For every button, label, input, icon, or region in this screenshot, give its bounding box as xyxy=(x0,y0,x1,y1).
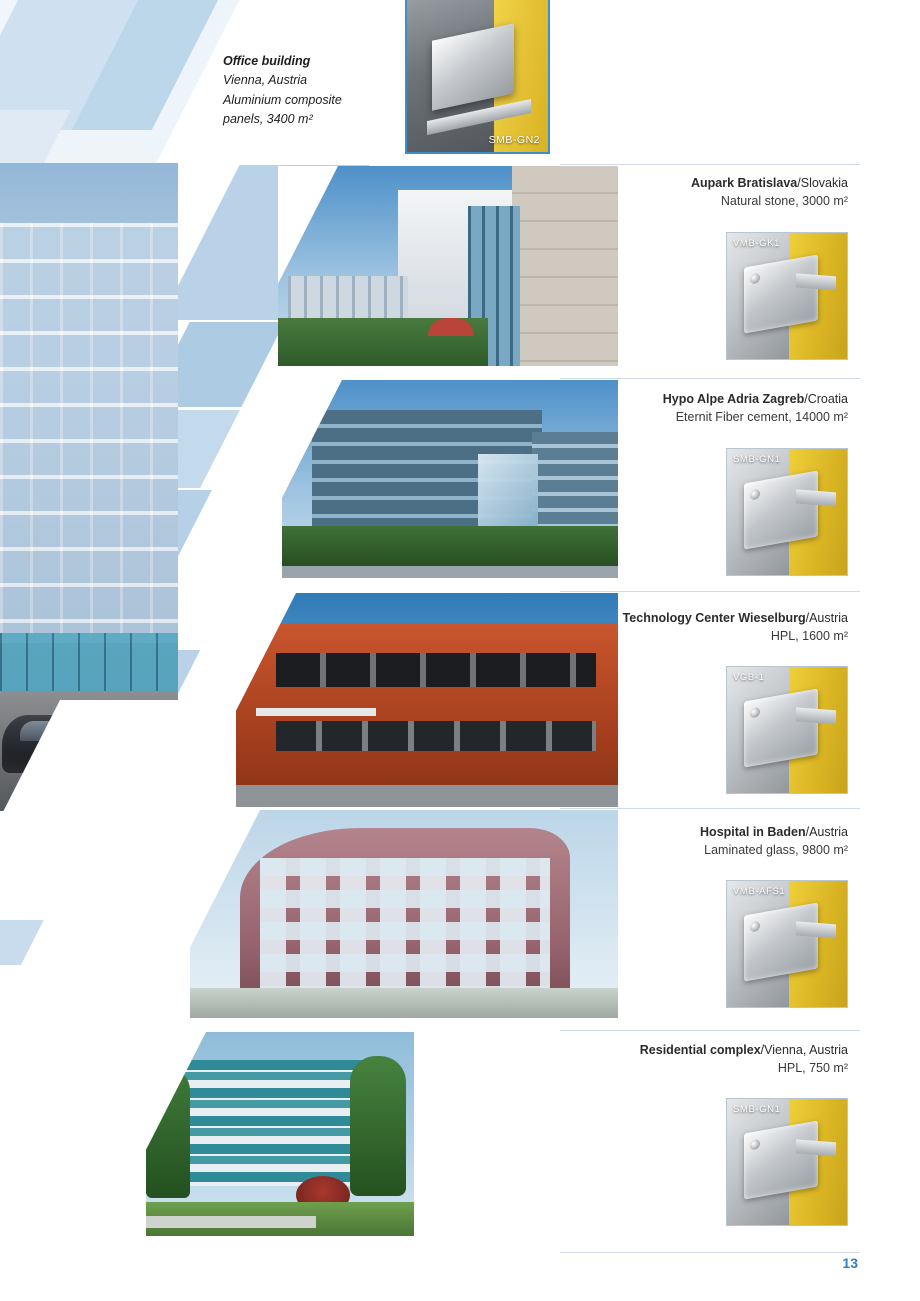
path xyxy=(146,1216,316,1228)
detail-code-5: SMB-GN1 xyxy=(733,1104,781,1115)
hospital-in-baden-photo xyxy=(190,810,618,1018)
bracket xyxy=(744,1120,818,1199)
project-name-4: Hospital in Baden/Austria xyxy=(700,825,848,839)
top-feature-title: Office building xyxy=(223,54,311,68)
project-caption-2 xyxy=(560,390,848,426)
top-feature-detail-code: SMB-GN2 xyxy=(488,134,540,146)
entrance-canopy xyxy=(256,708,376,716)
bracket xyxy=(744,254,818,333)
bracket xyxy=(744,902,818,981)
detail-code-1: VMB-GK1 xyxy=(733,238,780,249)
separator-bottom xyxy=(560,1252,860,1253)
window-grid xyxy=(260,858,550,988)
top-feature-detail-render xyxy=(405,0,550,154)
separator-2 xyxy=(560,378,860,379)
project-spec-2: Eternit Fiber cement, 14000 m² xyxy=(675,410,848,425)
ground-strip xyxy=(236,785,618,807)
residential-complex-photo xyxy=(146,1032,414,1236)
separator-5 xyxy=(560,1030,860,1031)
project-spec-3: HPL, 1600 m² xyxy=(770,629,848,644)
detail-code-2: SMB-GN1 xyxy=(733,454,781,465)
project-spec-5: HPL, 750 m² xyxy=(777,1061,848,1076)
project-caption-4 xyxy=(560,823,848,859)
top-feature-location: Vienna, Austria xyxy=(223,73,308,88)
separator-1 xyxy=(560,164,860,165)
bracket xyxy=(744,688,818,767)
top-feature-caption xyxy=(223,52,342,130)
project-spec-4: Laminated glass, 9800 m² xyxy=(704,843,848,858)
window-band-lower xyxy=(276,721,596,751)
separator-3 xyxy=(560,591,860,592)
detail-code-4: VMB-AFS1 xyxy=(733,886,786,897)
tree-right xyxy=(350,1056,406,1196)
separator-4 xyxy=(560,808,860,809)
page-number: 13 xyxy=(842,1255,858,1271)
detail-render-1 xyxy=(726,232,848,360)
bracket xyxy=(744,470,818,549)
project-name-3: Technology Center Wieselburg/Austria xyxy=(622,611,848,625)
project-name-2: Hypo Alpe Adria Zagreb/Croatia xyxy=(662,392,848,406)
window-band-upper xyxy=(276,653,596,687)
project-caption-5 xyxy=(560,1041,848,1077)
project-name-1: Aupark Bratislava/Slovakia xyxy=(690,176,848,190)
balcony-bands xyxy=(176,1072,366,1182)
detail-render-5 xyxy=(726,1098,848,1226)
project-spec-1: Natural stone, 3000 m² xyxy=(720,194,848,209)
detail-render-4 xyxy=(726,880,848,1008)
ground-lawn xyxy=(190,988,618,1018)
pavement xyxy=(282,566,618,578)
hero-facade xyxy=(0,223,178,643)
top-feature-material-1: Aluminium composite xyxy=(223,92,342,107)
project-name-5: Residential complex/Vienna, Austria xyxy=(639,1043,848,1057)
detail-code-3: VGB-1 xyxy=(733,672,765,683)
detail-render-2 xyxy=(726,448,848,576)
top-feature-material-2: panels, 3400 m² xyxy=(223,112,313,127)
trees-row xyxy=(282,526,618,568)
project-caption-3 xyxy=(540,609,848,645)
project-caption-1 xyxy=(560,174,848,210)
detail-render-3 xyxy=(726,666,848,794)
